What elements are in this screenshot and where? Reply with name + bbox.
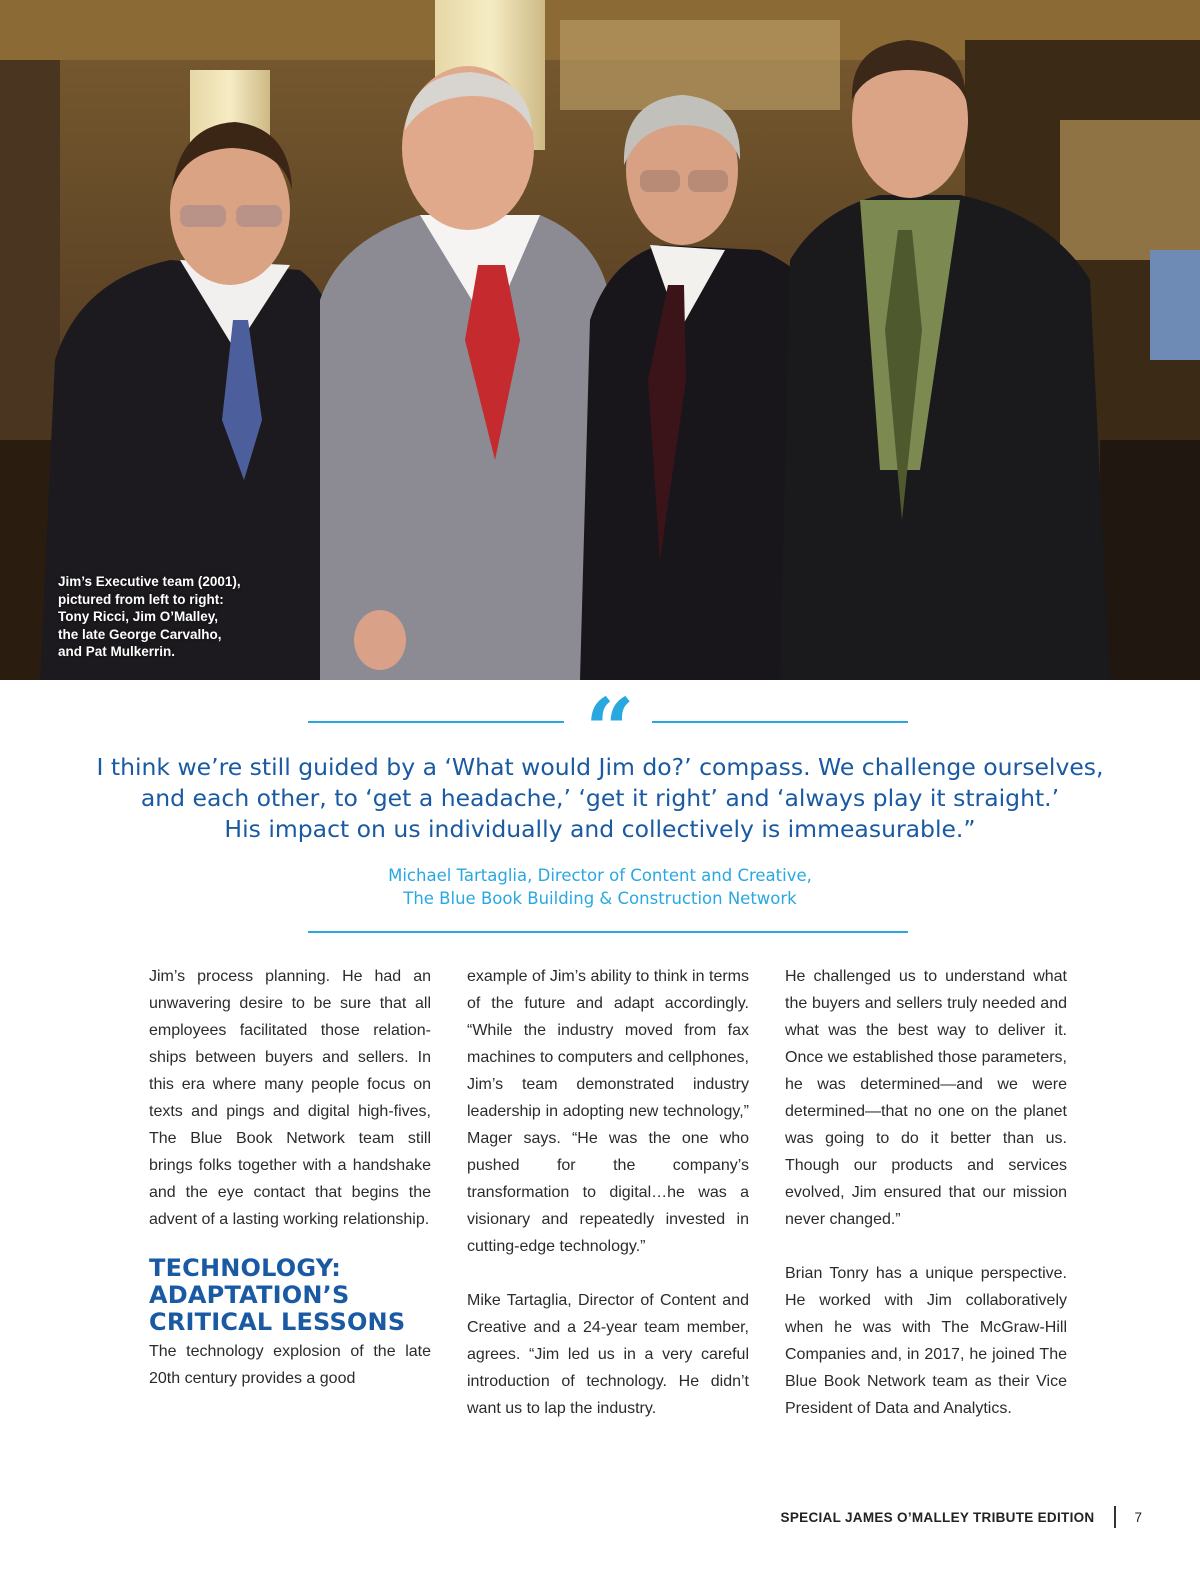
footer-divider bbox=[1114, 1506, 1116, 1528]
photo-caption-line: Tony Ricci, Jim O’Malley, bbox=[58, 609, 219, 624]
photo-caption-line: the late George Carvalho, bbox=[58, 626, 222, 642]
article-column-3 bbox=[785, 963, 1067, 1422]
pull-quote-line: I think we’re still guided by a ‘What would Jim do?’ compass. We challenge ourselves, bbox=[96, 753, 1104, 781]
photo-caption bbox=[58, 573, 288, 661]
team-photo bbox=[0, 0, 1200, 680]
article-paragraph: example of Jim’s ability to think in terms of the future and adapt accordingly. “While the industry moved from fax machines to computers and cellphones, Jim’s team demonstrated industry leadership in adopting new technology,” Mager says. “He was the one who pushed for the company’s transformation to digital…he was a visionary and repeatedly invested in cutting-edge technology.” bbox=[467, 968, 749, 1255]
article-paragraph: He challenged us to understand what the buyers and sellers truly needed and what was the best way to deliver it. Once we established those parameters, he was determined—and we were determined—that no one on the planet was going to do it better than us. Though our products and services evolved, Jim ensured that our mission never changed.” bbox=[785, 968, 1067, 1228]
article-column-1 bbox=[149, 963, 431, 1392]
quote-mark-icon: “ bbox=[585, 680, 635, 781]
section-heading: TECHNOLOGY: ADAPTATION’S CRITICAL LESSONS bbox=[149, 1254, 406, 1336]
attribution-line: Michael Tartaglia, Director of Content and Creative, bbox=[388, 866, 812, 885]
article-column-2 bbox=[467, 963, 749, 1422]
pull-quote-line: and each other, to ‘get a headache,’ ‘get it right’ and ‘always play it straight.’ bbox=[140, 784, 1060, 812]
pull-quote-line: His impact on us individually and collectively is immeasurable.” bbox=[224, 815, 976, 843]
quote-rule-right bbox=[652, 721, 908, 723]
quote-rule-left bbox=[308, 721, 564, 723]
photo-caption-line: pictured from left to right: bbox=[58, 591, 224, 607]
pull-quote bbox=[40, 752, 1160, 845]
quote-rule-bottom bbox=[308, 931, 908, 933]
photo-caption-line: and Pat Mulkerrin. bbox=[58, 644, 176, 659]
quote-attribution bbox=[200, 864, 1000, 910]
attribution-line: The Blue Book Building & Construction Network bbox=[403, 889, 797, 908]
page-number: 7 bbox=[1134, 1509, 1142, 1525]
article-paragraph: The technology explosion of the late 20th century provides a good bbox=[149, 1343, 431, 1387]
article-paragraph: Jim’s process planning. He had an unwavering desire to be sure that all employees facilitated those relationships between buyers and sellers. In this era where many people focus on texts and pings and digital high-fives, The Blue Book Network team still brings folks together with a handshake and the eye contact that begins the advent of a lasting working relationship. bbox=[149, 968, 431, 1228]
photo-caption-line: Jim’s Executive team (2001), bbox=[58, 574, 241, 589]
article-paragraph: Mike Tartaglia, Director of Content and Creative and a 24-year team member, agrees. “Jim led us in a very careful introduction of technology. He didn’t want us to lap the industry. bbox=[467, 1292, 749, 1417]
article-paragraph: Brian Tonry has a unique perspective. He worked with Jim collaboratively when he was with The McGraw-Hill Companies and, in 2017, he joined The Blue Book Network team as their Vice President of Data and Analytics. bbox=[785, 1265, 1067, 1417]
page-footer bbox=[781, 1506, 1142, 1528]
publication-title: SPECIAL JAMES O’MALLEY TRIBUTE EDITION bbox=[780, 1509, 1095, 1525]
